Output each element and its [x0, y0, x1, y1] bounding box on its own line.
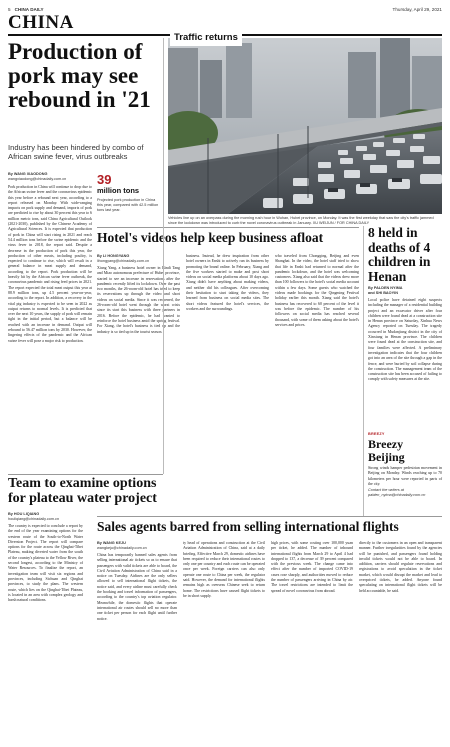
photo-label: Traffic returns — [170, 30, 242, 46]
hotel-byline-email: lihongyang@chinadaily.com.cn — [97, 259, 150, 263]
sales-top-rule — [97, 516, 442, 517]
issue-date: Thursday, April 29, 2021 — [392, 6, 442, 12]
pork-stat-desc: Projected pork production in China this year, compared with 42.5 million tons last year. — [97, 198, 159, 212]
pork-stat-number: 39 — [97, 172, 112, 187]
henan-byline-second: and SHI BAOYIN — [368, 291, 398, 295]
hotel-body-col2: business. Instead, he drew inspiration from other hotel owners in Enshi to actively run its business by promoting the brand online. In February, Xiang and the five workers started to make and post short videos on social media platforms about 10 days ago. Xiang didn't have anything about making videos, and neither did his colleagues. After overcoming their hesitation to start taking the videos, they learned from business on social media sites. The short videos featured the hotel's services, the workers and the surroundings. — [186, 254, 269, 311]
pork-subhead: Industry has been hindered by combo of African swine fever, virus outbreaks — [8, 143, 144, 162]
pork-stat-unit: million tons — [97, 186, 140, 195]
hotel-headline: Hotel's videos help keep business afloat — [97, 230, 324, 245]
hotel-byline — [97, 254, 177, 264]
breezy-title-line2: Beijing — [368, 450, 405, 464]
page-number: 5 — [8, 6, 11, 12]
pork-headline: Production of pork may see rebound in '21 — [8, 39, 151, 112]
hotel-byline-name: By LI HONGYANG — [97, 254, 130, 258]
sales-byline-email: wangkeju@chinadaily.com.cn — [97, 546, 147, 550]
hotel-body-col3: who traveled from Chongqing, Beijing and even Shanghai. In the video, the hotel staff tried to show that life in Enshi had returned to normal after the pandemic lockdown, and the hotel was welcoming customers. Xiang also said that the videos drew more than 100 followers to the hotel's social media account within a few days. Some guests who watched the videos made bookings for the Qingming Festival holiday earlier this month. Xiang said the hotel's business has recovered to 60 percent of the level it was before the epidemic. The number of his followers on social media has reached several thousand, with some of them asking about the hotel's services and prices. — [275, 254, 359, 327]
traffic-photo — [168, 38, 442, 214]
henan-byline-name: By PALDEN NYIMA — [368, 286, 403, 290]
plateau-body-col1: The country is expected to conclude a report by the end of the year examining options for the western route of the South-to-North Water Diversion Project. The report will compare options for the route across the Qinghai-Tibet Plateau, making diverted water from the south of the country's plateau to the Yellow River, the second longest, according to the Ministry of Water Resources. To finalize the report, an investigation team will visit six regions and provinces, including Sichuan and Qinghai provinces, to study the plans. The western route, which lies on the Qinghai-Tibet Plateau, is located in an area with complex geology and harsh natural conditions. — [8, 524, 83, 603]
sales-body-col3: high prices, with some costing over 100,000 yuan per ticket, he added. The number of inbound international flights from March 29 to April 4 had dropped to 137, a decrease of 39 percent compared with the previous week. The change came into effect after the number of imported COVID-19 cases rose sharply, and authorities moved to reduce the number of passengers arriving in China by air. The travel restrictions are intended to limit the spread of novel coronavirus from abroad. — [271, 541, 353, 593]
traffic-photo-art — [168, 38, 442, 214]
sales-body-col1: China has temporarily banned sales agents from selling international air tickets so as to ensure that passengers with valid tickets are able to board, the Civil Aviation Administration of China said in a notice on Tuesday. Airlines are the only sellers allowed to sell international flight tickets, the notice said, and every airline must carefully check the booking and travel information of passengers, according to the country's top aviation regulator. Meanwhile, the domestic flights that operate international air routes should sell no more than one ticket per person for each flight until further notice. — [97, 553, 177, 621]
henan-byline — [368, 286, 442, 296]
henan-contact: Contact the writers at palden_nyima@chinadaily.com.cn — [368, 488, 426, 497]
henan-body: Local police have detained eight suspects including the manager of a residential building project and an excavator driver after four children were found dead at a construction site in Henan province on Saturday, Xinhua News Agency reported on Tuesday. The tragedy occurred in Mudanjiang district in the city of Xinxiang in Henan province. The children were found dead at the construction site, and four families were affected. A preliminary investigation indicates that the four children got into an area of the site through a gap in the fence, and were buried by soil collapse during the construction. The management team of the construction site has been accused of failing to comply with safety measures at the site. — [368, 298, 442, 382]
breezy-title — [368, 438, 405, 464]
sales-headline: Sales agents barred from selling international flights — [97, 519, 399, 534]
sales-byline — [97, 541, 177, 551]
plateau-byline — [8, 512, 83, 522]
pork-byline-name: By WANG XIAODONG — [8, 172, 48, 176]
paper-name: CHINA DAILY — [14, 6, 44, 12]
breezy-body: Strong winds hamper pedestrian movement in Beijing on Monday. Winds reaching up to 70 kilometers per hour were reported in parts of the city. — [368, 466, 442, 486]
pork-body-col1: Pork production in China will continue to drop due to the African swine fever and the coronavirus epidemic this year before a rebound next year, according to a report released on Monday. With wide-ranging impacts on pork supply and demand, imports of pork are predicted to rise by about 30 percent this year to 6 million metric tons, said China Agricultural Outlook (2021-2030), published by the Chinese Academy of Agricultural Sciences. It is expected that production of pork in China will start rising in 2021 and reach 54.4 million tons before the swine epidemic and the virus fever in 2018, the report said. Despite a decrease in the production of pork this year, the production of other meats, including poultry, is expected to continue to rise, which will result in a general balance in meat supply and demand, according to the report. Pork production will be heavily hit by the African swine fever outbreak, the coronavirus pandemic and rising feed prices in 2021. The report expected the total meat output this year at 88.9 million tons, up 4.5 percent year-on-year, according to the report. In addition, a recovery in the vital pig industry is expected to be seen in 2022 as output returns to normal levels. It is predicted that over the next 10 years, the supply of pork will remain tight in the initial period, but a balance will be reached with an increase in demand. Output will rebound to 56.47 million tons by 2030. However, the lingering effects of the pandemic and the African swine fever will pose a major risk to production. — [8, 185, 92, 343]
photo-caption: Vehicles line up on an overpass during the morning rush hour in Wuhan, Hubei province, on Monday. It was the first weekday that saw the city's traffic jammed since the lockdown was introduced to curb the novel coronavirus outbreak in January. XU WEIJUN / FOR CHINA DAILY — [168, 216, 434, 225]
plateau-byline-email: houliqiang@chinadaily.com.cn — [8, 517, 60, 521]
plateau-top-rule — [8, 474, 163, 475]
hotel-body-col1: Xiang Yang, a business hotel owner in Bindi Tang and Miao autonomous prefecture of Hubei province, started to see an increase in reservations after the pandemic recently lifted its lockdown. Over the past two months, the 26-room-old hotel has tried to keep its reservations up through the video and short videos on social media. Since it was reopened, the 26-room-old hotel went through the worst crisis since its start this business with three partners in 2016. Before the epidemic, he had wanted to reinforce the hotel business amid the spring festival. For Xiang, the hotel's business is tied up and the industry is so tied up in the tourist season. — [97, 266, 180, 334]
column-divider-right — [363, 226, 364, 516]
masthead-left — [8, 7, 44, 12]
henan-headline: 8 held in deaths of 4 children in Henan — [368, 225, 431, 284]
sales-body-col4: directly to the customers in an open and transparent manner. Further irregularities found by the agencies will be punished, and passengers found holding invalid tickets would not be able to board. In addition, carriers should regulate reservations and registrations to avoid speculation in the ticket market, which would disrupt the market and lead to overpriced tickets, he added. Anyone found speculating on international flight tickets will be held accountable, he said. — [359, 541, 442, 593]
plateau-byline-name: By HOU LIQIANG — [8, 512, 40, 516]
pork-byline-email: wangxiaodong@chinadaily.com.cn — [8, 177, 67, 181]
sales-body-col2: ty head of operations and construction at the Civil Aviation Administration of China, said at a daily briefing. Effective March 29, domestic airlines have been required to reduce their international routes to only one per country and each route can be operated once per week. Foreign carriers can also only operate one route to China per week, the regulator said. However, the demand for international flights remains high as overseas Chinese seek to return home. The restrictions have caused flight tickets to be in short supply. — [183, 541, 265, 598]
section-title: CHINA — [8, 12, 74, 33]
breezy-kicker: BREEZY — [368, 432, 385, 436]
sales-byline-name: By WANG KEJU — [97, 541, 126, 545]
breezy-title-line1: Breezy — [368, 437, 404, 451]
hotel-top-rule — [97, 227, 359, 228]
plateau-headline: Team to examine options for plateau water project — [8, 476, 157, 506]
pork-byline — [8, 172, 92, 182]
column-divider-left — [163, 38, 164, 474]
